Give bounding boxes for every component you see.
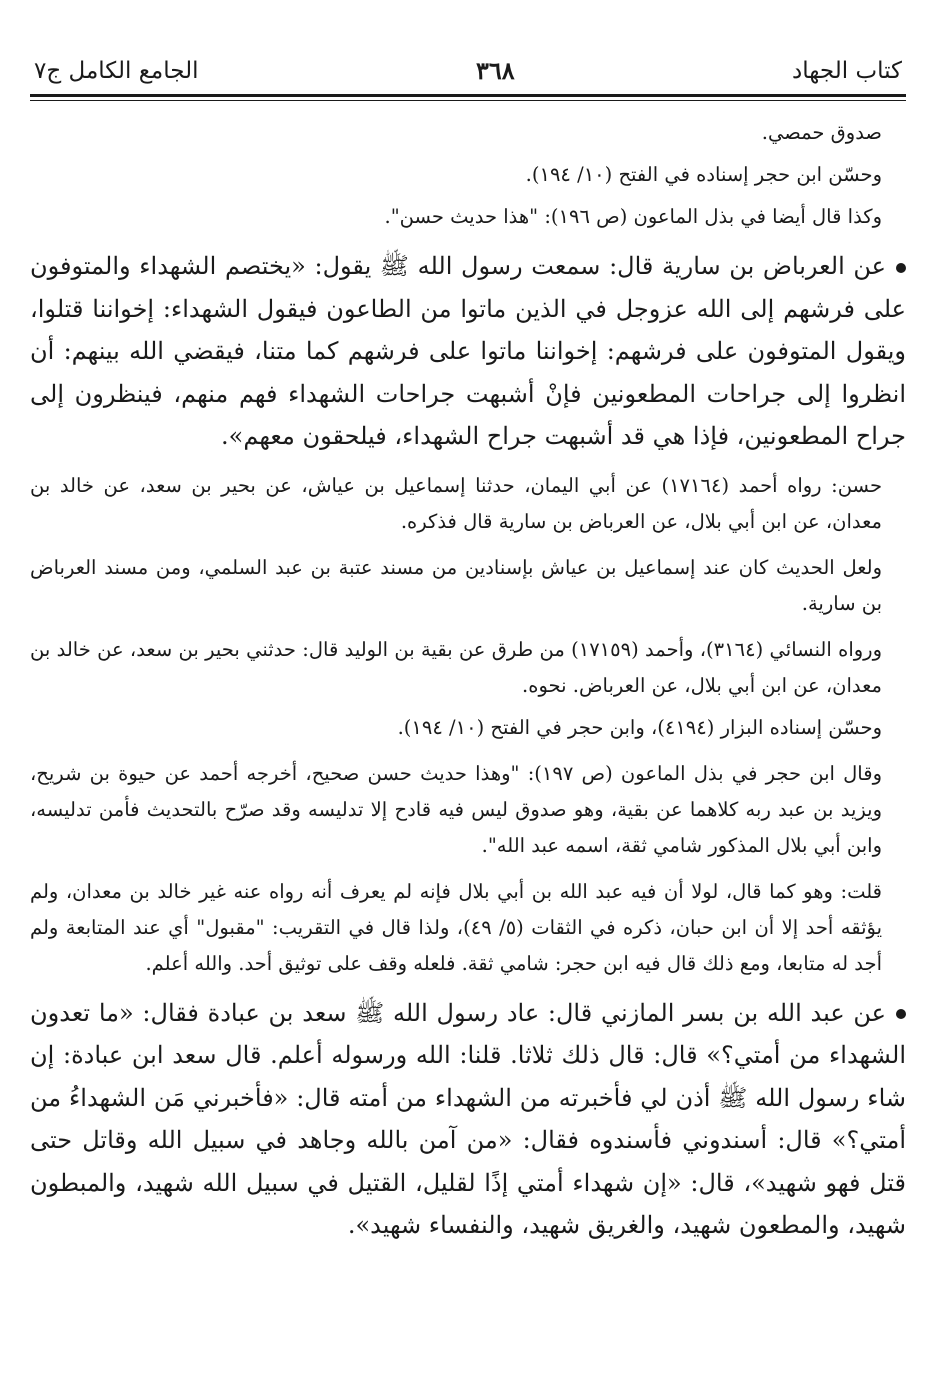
hadith-paragraph	[30, 245, 906, 458]
book-title: الجامع الكامل ج٧	[34, 58, 199, 84]
chapter-title: كتاب الجهاد	[792, 58, 902, 84]
document-page	[30, 56, 906, 1247]
commentary-paragraph: وحسّن ابن حجر إسناده في الفتح (١٠/ ١٩٤).	[525, 163, 882, 186]
bullet-icon	[896, 1009, 906, 1019]
commentary-paragraph: ورواه النسائي (٣١٦٤)، وأحمد (١٧١٥٩) من طرق عن بقية بن الوليد قال: حدثني بحير بن سعد، عن خالد بن معدان، عن ابن أبي بلال، عن العرباض. نحوه.	[30, 637, 882, 697]
bullet-icon	[896, 263, 906, 273]
commentary-paragraph: وحسّن إسناده البزار (٤١٩٤)، وابن حجر في الفتح (١٠/ ١٩٤).	[397, 715, 882, 739]
commentary-paragraph: ولعل الحديث كان عند إسماعيل بن عياش بإسنادين من مسند عتبة بن عبد السلمي، ومن مسند العرباض بن سارية.	[30, 555, 882, 615]
hadith-text: عن عبد الله بن بسر المازني قال: عاد رسول الله ﷺ سعد بن عبادة فقال: «ما تعدون الشهداء من أمتي؟» قال: قال ذلك ثلاثا. قلنا: الله ورسوله أعلم. قال سعد ابن عبادة: إن شاء رسول الله ﷺ أذن لي فأخبرته من الشهداء من أمته قال: «فأخبرني مَن الشهداءُ من أمتي؟» قال: أسندوني فأسندوه فقال: «من آمن بالله وجاهد في سبيل الله وقاتل حتى قتل فهو شهيد»، قال: «إن شهداء أمتي إذًا لقليل، القتيل في سبيل الله شهيد، والمبطون شهيد، والمطعون شهيد، والغريق شهيد، والنفساء شهيد».	[30, 998, 906, 1239]
commentary-paragraph: وكذا قال أيضا في بذل الماعون (ص ١٩٦): "هذا حديث حسن".	[384, 205, 882, 228]
header-rule-thin	[30, 100, 906, 101]
page-body	[30, 115, 906, 1247]
header-rule-thick	[30, 94, 906, 97]
commentary-paragraph: حسن: رواه أحمد (١٧١٦٤) عن أبي اليمان، حدثنا إسماعيل بن عياش، عن بحير بن سعد، عن خالد بن معدان، عن ابن أبي بلال، عن العرباض بن سارية قال فذكره.	[30, 473, 882, 533]
commentary-paragraph: وقال ابن حجر في بذل الماعون (ص ١٩٧): "وهذا حديث حسن صحيح، أخرجه أحمد عن حيوة بن شريح، ويزيد بن عبد ربه كلاهما عن بقية، وهو صدوق ليس فيه قادح إلا تدليسه وقد صرّح بالتحديث فأمن تدليسه، وابن أبي بلال المذكور شامي ثقة، اسمه عبد الله".	[30, 761, 882, 857]
commentary-paragraph: صدوق حمصي.	[761, 121, 882, 144]
hadith-paragraph	[30, 992, 906, 1247]
hadith-text: عن العرباض بن سارية قال: سمعت رسول الله ﷺ يقول: «يختصم الشهداء والمتوفون على فرشهم إلى الله عزوجل في الذين ماتوا من الطاعون فيقول الشهداء: إخواننا قتلوا، ويقول المتوفون على فرشهم: إخواننا ماتوا على فرشهم كما متنا، فيقضي الله بينهم: أن انظروا إلى جراحات المطعونين فإنْ أشبهت جراحات الشهداء فهم منهم، فينظرون إلى جراح المطعونين، فإذا هي قد أشبهت جراح الشهداء، فيلحقون معهم».	[30, 252, 906, 450]
page-number: ٣٦٨	[475, 56, 515, 85]
page-header	[30, 56, 906, 92]
commentary-paragraph: قلت: وهو كما قال، لولا أن فيه عبد الله بن أبي بلال فإنه لم يعرف أنه رواه عنه غير خالد بن معدان، ولم يؤثقه أحد إلا أن ابن حبان، ذكره في الثقات (٥/ ٤٩)، ولذا قال في التقريب: "مقبول" أي عند المتابعة ولم أجد له متابعا، ومع ذلك قال فيه ابن حجر: شامي ثقة. فلعله وقف على توثيق أحد. والله أعلم.	[30, 879, 883, 975]
